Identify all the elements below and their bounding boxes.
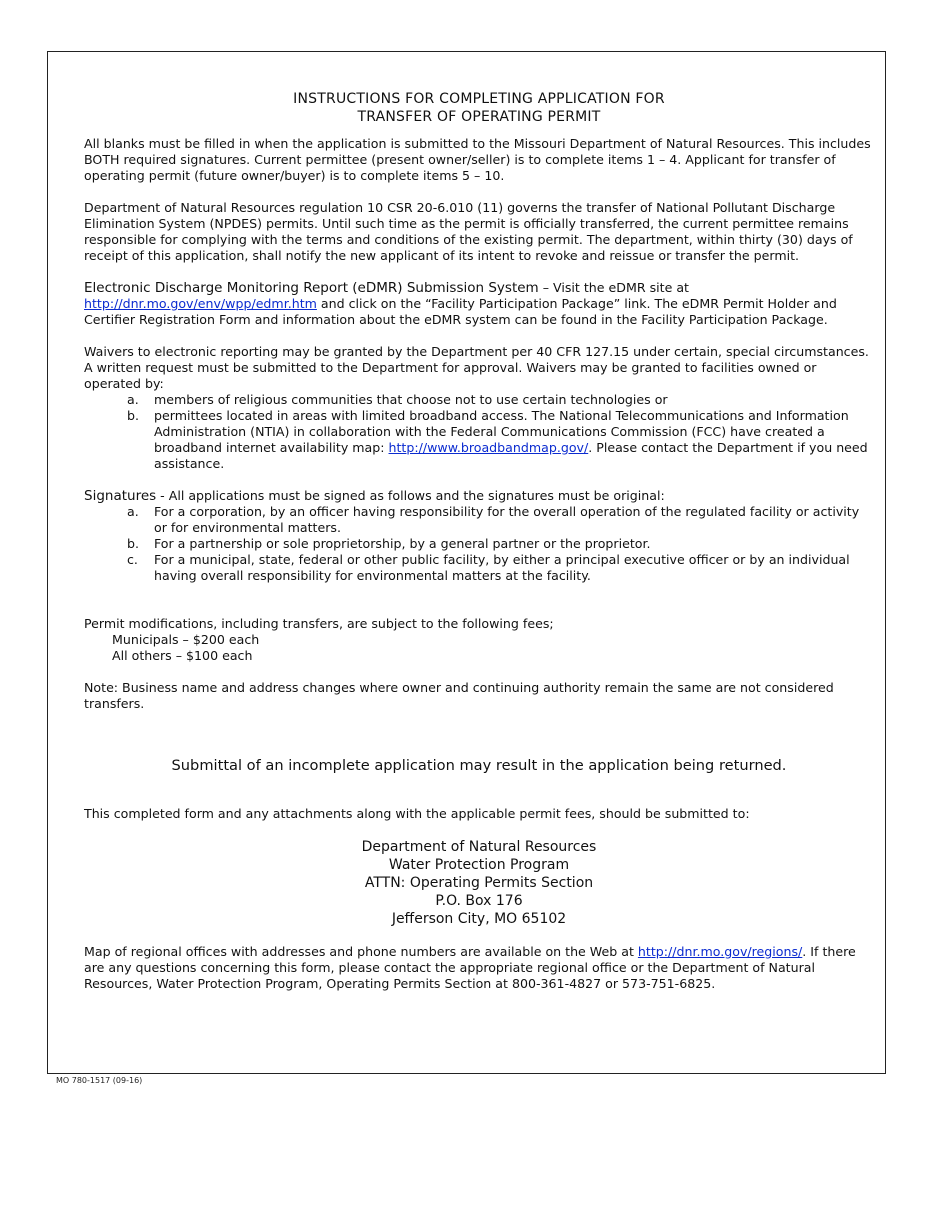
intro-paragraph: All blanks must be filled in when the application is submitted to the Missouri Department of Natural Resources. This includes BOTH required signatures. Current permittee (present owner/seller) is to complete items 1 – 4. Applicant for transfer of operating permit (future owner/buyer) is to complete items 5 – 10. xyxy=(84,136,871,183)
broadband-rest: . Please contact the Department if you need assistance. xyxy=(154,440,868,471)
list-letter: b. xyxy=(127,408,139,423)
list-item xyxy=(84,504,874,536)
regulation-paragraph: Department of Natural Resources regulation 10 CSR 20-6.010 (11) governs the transfer of National Pollutant Discharge Elimination System (NPDES) permits. Until such time as the permit is officially transferred, the current permittee remains responsible for complying with the terms and conditions of the existing permit. The department, within thirty (30) days of receipt of this application, shall notify the new applicant of its intent to revoke and reissue or transfer the permit. xyxy=(84,200,853,263)
form-number: MO 780-1517 (09-16) xyxy=(56,1076,143,1085)
list-item xyxy=(84,392,874,408)
address-line-1: Department of Natural Resources xyxy=(361,839,597,855)
broadband-map-link[interactable]: http://www.broadbandmap.gov/ xyxy=(388,440,589,455)
signatures-lead: - All applications must be signed as follows and the signatures must be original: xyxy=(156,488,665,503)
form-border xyxy=(47,51,886,1074)
list-letter: a. xyxy=(127,392,139,407)
fee-municipals: Municipals – $200 each xyxy=(112,632,260,647)
edmr-heading: Electronic Discharge Monitoring Report (eDMR) Submission System xyxy=(84,280,539,296)
signatures-paragraph xyxy=(84,488,874,504)
fees-list xyxy=(84,632,874,664)
submission-paragraph: This completed form and any attachments along with the applicable permit fees, should be submitted to: xyxy=(84,806,750,821)
address-line-4: P.O. Box 176 xyxy=(435,893,523,909)
title-line-1: INSTRUCTIONS FOR COMPLETING APPLICATION FOR xyxy=(293,91,665,107)
fee-others: All others – $100 each xyxy=(112,648,253,663)
regional-paragraph xyxy=(84,944,874,992)
list-item xyxy=(84,536,874,552)
edmr-paragraph xyxy=(84,280,874,328)
list-letter: a. xyxy=(127,504,139,519)
broadband-text: permittees located in areas with limited broadband access. The National Telecommunications and Information Administration (NTIA) in collaboration with the Federal Communications Commission (FCC) have created a broadband internet availability map: xyxy=(154,408,849,455)
fees-intro: Permit modifications, including transfers, are subject to the following fees; xyxy=(84,616,554,631)
instructions-content xyxy=(84,90,874,992)
list-item xyxy=(84,408,874,472)
list-text: For a municipal, state, federal or other public facility, by either a principal executive officer or by an individual having overall responsibility for environmental matters at the facility. xyxy=(154,552,850,583)
list-text: For a partnership or sole proprietorship, by a general partner or the proprietor. xyxy=(154,536,651,551)
address-line-2: Water Protection Program xyxy=(388,857,570,873)
signatures-heading: Signatures xyxy=(84,488,157,504)
page-title xyxy=(84,90,874,126)
title-line-2: TRANSFER OF OPERATING PERMIT xyxy=(357,109,601,125)
incomplete-warning: Submittal of an incomplete application may result in the application being returned. xyxy=(171,757,787,774)
signatures-list xyxy=(84,504,874,584)
note-paragraph: Note: Business name and address changes where owner and continuing authority remain the same are not considered transfers. xyxy=(84,680,834,711)
list-letter: c. xyxy=(127,552,138,567)
edmr-rest: and click on the “Facility Participation Package” link. The eDMR Permit Holder and Certifier Registration Form and information about the eDMR system can be found in the Facility Participation Package. xyxy=(84,296,837,327)
list-text: For a corporation, by an officer having responsibility for the overall operation of the regulated facility or activity or for environmental matters. xyxy=(154,504,860,535)
edmr-lead: – Visit the eDMR site at xyxy=(538,280,689,295)
regional-lead: Map of regional offices with addresses and phone numbers are available on the Web at xyxy=(84,944,638,959)
list-text: members of religious communities that choose not to use certain technologies or xyxy=(154,392,668,407)
list-text xyxy=(154,408,874,472)
mailing-address xyxy=(84,838,874,928)
waivers-list xyxy=(84,392,874,472)
waivers-paragraph: Waivers to electronic reporting may be granted by the Department per 40 CFR 127.15 under certain, special circumstances. A written request must be submitted to the Department for approval. Waivers may be granted to facilities owned or operated by: xyxy=(84,344,869,391)
regional-offices-link[interactable]: http://dnr.mo.gov/regions/ xyxy=(637,944,803,959)
edmr-link[interactable]: http://dnr.mo.gov/env/wpp/edmr.htm xyxy=(84,296,317,311)
address-line-3: ATTN: Operating Permits Section xyxy=(364,875,594,891)
list-letter: b. xyxy=(127,536,139,551)
regional-rest: . If there are any questions concerning this form, please contact the appropriate regional office or the Department of Natural Resources, Water Protection Program, Operating Permits Section at 800-361-4827 or 573-751-6825. xyxy=(84,944,856,991)
address-line-5: Jefferson City, MO 65102 xyxy=(391,911,567,927)
list-item xyxy=(84,552,874,584)
